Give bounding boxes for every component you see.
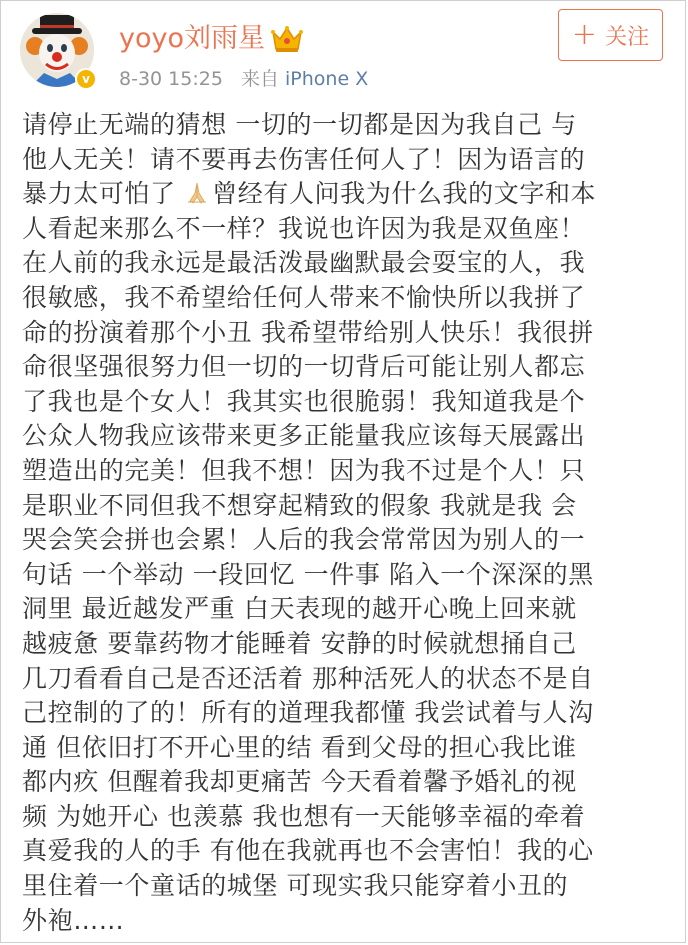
post-line: 洞里 最近越发严重 白天表现的越开心晚上回来就 [22,594,577,624]
post-line: 哭会笑会拼也会累！人后的我会常常因为别人的一 [22,525,586,555]
post-timestamp: 8-30 15:25 [119,68,223,90]
verified-badge-icon: v [75,68,97,90]
post-line: 塑造出的完美！但我不想！因为我不过是个人！只 [22,455,586,485]
post-meta [119,66,368,92]
pray-emoji-icon [184,181,210,205]
post-line: 命很坚强很努力但一切的一切背后可能让别人都忘 [22,352,586,382]
post-line: 请停止无端的猜想 一切的一切都是因为我自己 与 [22,110,577,139]
post-line: 在人前的我永远是最活泼最幽默最会耍宝的人，我 [22,248,586,278]
post-line: 他人无关！请不要再去伤害任何人了！因为语言的 [22,144,586,174]
post-line: 己控制的了的！所有的道理我都懂 我尝试着与人沟 [22,698,594,728]
follow-label: 关注 [605,24,650,50]
post-line: 频 为她开心 也羡慕 我也想有一天能够幸福的牵着 [22,801,586,831]
post-line: 命的扮演着那个小丑 我希望带给别人快乐！我很拼 [22,317,594,347]
post-line-segment: 暴力太可怕了 [22,179,176,209]
post-line: 真爱我的人的手 有他在我就再也不会害怕！我的心 [22,836,594,866]
post-line: 句话 一个举动 一段回忆 一件事 陷入一个深深的黑 [22,559,594,589]
follow-button[interactable] [558,9,663,61]
post-line [22,177,672,212]
post-line: 越疲惫 要靠药物才能睡着 安静的时候就想捅自己 [22,628,577,658]
post-line: 通 但依旧打不开心里的结 看到父母的担心我比谁 [22,732,577,762]
username[interactable]: yoyo刘雨星 [119,23,265,54]
post-line: 里住着一个童话的城堡 可现实我只能穿着小丑的 [22,871,569,901]
post-line: 外袍…… [22,905,125,935]
post-line-segment: 曾经有人问我为什么我的文字和本 [212,179,597,209]
post-line: 了我也是个女人！我其实也很脆弱！我知道我是个 [22,386,586,416]
post-content [22,108,672,938]
plus-icon: + [571,17,598,52]
device-link[interactable]: iPhone X [285,68,369,90]
crown-icon [270,24,304,54]
post-line: 人看起来那么不一样？我说也许因为我是双鱼座！ [22,213,586,243]
post-line: 公众人物我应该带来更多正能量我应该每天展露出 [22,421,586,451]
post-line: 是职业不同但我不想穿起精致的假象 我就是我 会 [22,490,577,520]
post-line: 几刀看看自己是否还活着 那种活死人的状态不是自 [22,663,594,693]
post-line: 很敏感，我不希望给任何人带来不愉快所以我拼了 [22,282,586,312]
post-line: 都内疚 但醒着我却更痛苦 今天看着馨予婚礼的视 [22,767,577,797]
via-label: 来自 [240,68,279,90]
